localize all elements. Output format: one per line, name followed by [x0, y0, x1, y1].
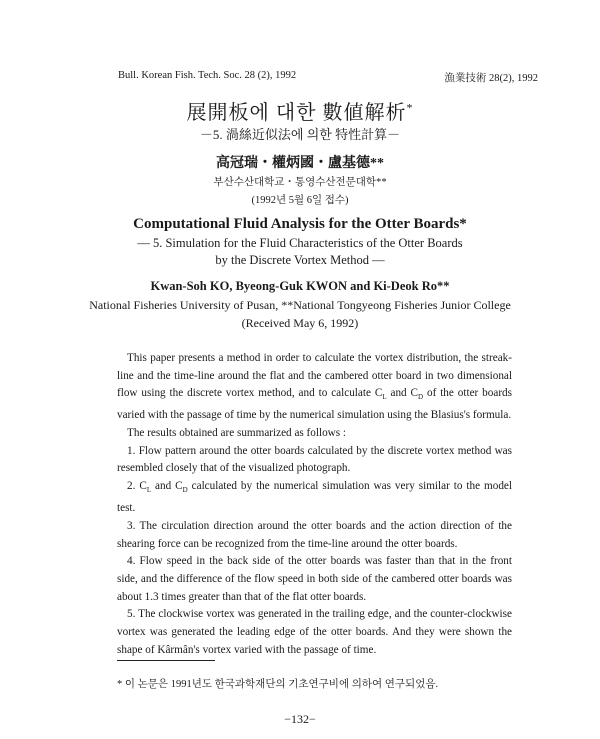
journal-header-right: 漁業技術 28(2), 1992: [444, 73, 538, 84]
english-title: Computational Fluid Analysis for the Otter Boards*: [133, 216, 467, 232]
page-number: −132−: [284, 712, 316, 726]
footnote-divider: [117, 660, 215, 661]
abstract-intro-part2: and C: [386, 387, 419, 400]
korean-title: [0, 96, 600, 125]
result-item-4: 4. Flow speed in the back side of the otter boards was faster than that in the front side, and the difference of the flow speed in both side of the cambered otter boards was about 1.3 times greater than that of the flat otter boards.: [117, 555, 512, 603]
result-item-2-part3: calculated by the numerical simulation was very similar to the model test.: [117, 480, 512, 515]
cd-subscript: D: [418, 393, 424, 402]
english-authors: Kwan-Soh KO, Byeong-Guk KWON and Ki-Deok Ro**: [150, 279, 450, 293]
korean-subtitle: －5. 渦絲近似法에 의한 特性計算－: [199, 127, 401, 142]
abstract-intro-part3: of the otter boards varied with the passage of time by the numerical simulation using the Blasius's formula.: [117, 387, 512, 422]
korean-received-date: (1992년 5월 6일 접수): [251, 195, 349, 206]
cl-subscript: L: [382, 393, 387, 402]
english-subtitle-line1: — 5. Simulation for the Fluid Characteristics of the Otter Boards: [137, 236, 463, 250]
result-item-1: 1. Flow pattern around the otter boards calculated by the discrete vortex method was resembled closely that of the visualized photograph.: [117, 444, 512, 475]
result-item-2-part1: 2. C: [127, 480, 147, 493]
result-item-2: [117, 478, 512, 518]
korean-affiliation: 부산수산대학교・통영수산전문대학**: [213, 177, 387, 188]
journal-header-left: Bull. Korean Fish. Tech. Soc. 28 (2), 1992: [118, 70, 297, 81]
english-received-date: (Received May 6, 1992): [241, 316, 359, 330]
abstract: [117, 350, 512, 659]
result-item-3: 3. The circulation direction around the otter boards and the action direction of the shearing force can be recognized from the time-line around the otter boards.: [117, 519, 512, 550]
korean-title-text: 展開板에 대한 數値解析: [186, 102, 407, 124]
english-subtitle-line2: by the Discrete Vortex Method —: [215, 253, 385, 267]
korean-authors: 高冠瑞・權炳國・盧基德**: [216, 156, 384, 171]
result-item-5: 5. The clockwise vortex was generated in the trailing edge, and the counter-clockwise vortex was generated the leading edge of the otter boards. And they were shown the shape of Kârmân's vortex varied with the passage of time.: [117, 608, 512, 656]
english-affiliation: National Fisheries University of Pusan, **National Tongyeong Fisheries Junior College: [89, 298, 511, 312]
results-lead: The results obtained are summarized as follows :: [127, 427, 347, 440]
korean-title-footnote-mark: *: [406, 100, 414, 115]
footnote: * 이 논문은 1991년도 한국과학재단의 기초연구비에 의하여 연구되었음.: [117, 679, 439, 690]
cd-subscript-2: D: [182, 486, 188, 495]
cl-subscript-2: L: [146, 486, 152, 495]
abstract-intro-part1: This paper presents a method in order to calculate the vortex distribution, the streak-line and the time-line around the flat and the cambered otter board in two dimensional flow using the discrete vortex method, and to calculate C: [117, 352, 512, 400]
result-item-2-part2: and C: [151, 480, 183, 493]
abstract-intro: [117, 350, 512, 425]
